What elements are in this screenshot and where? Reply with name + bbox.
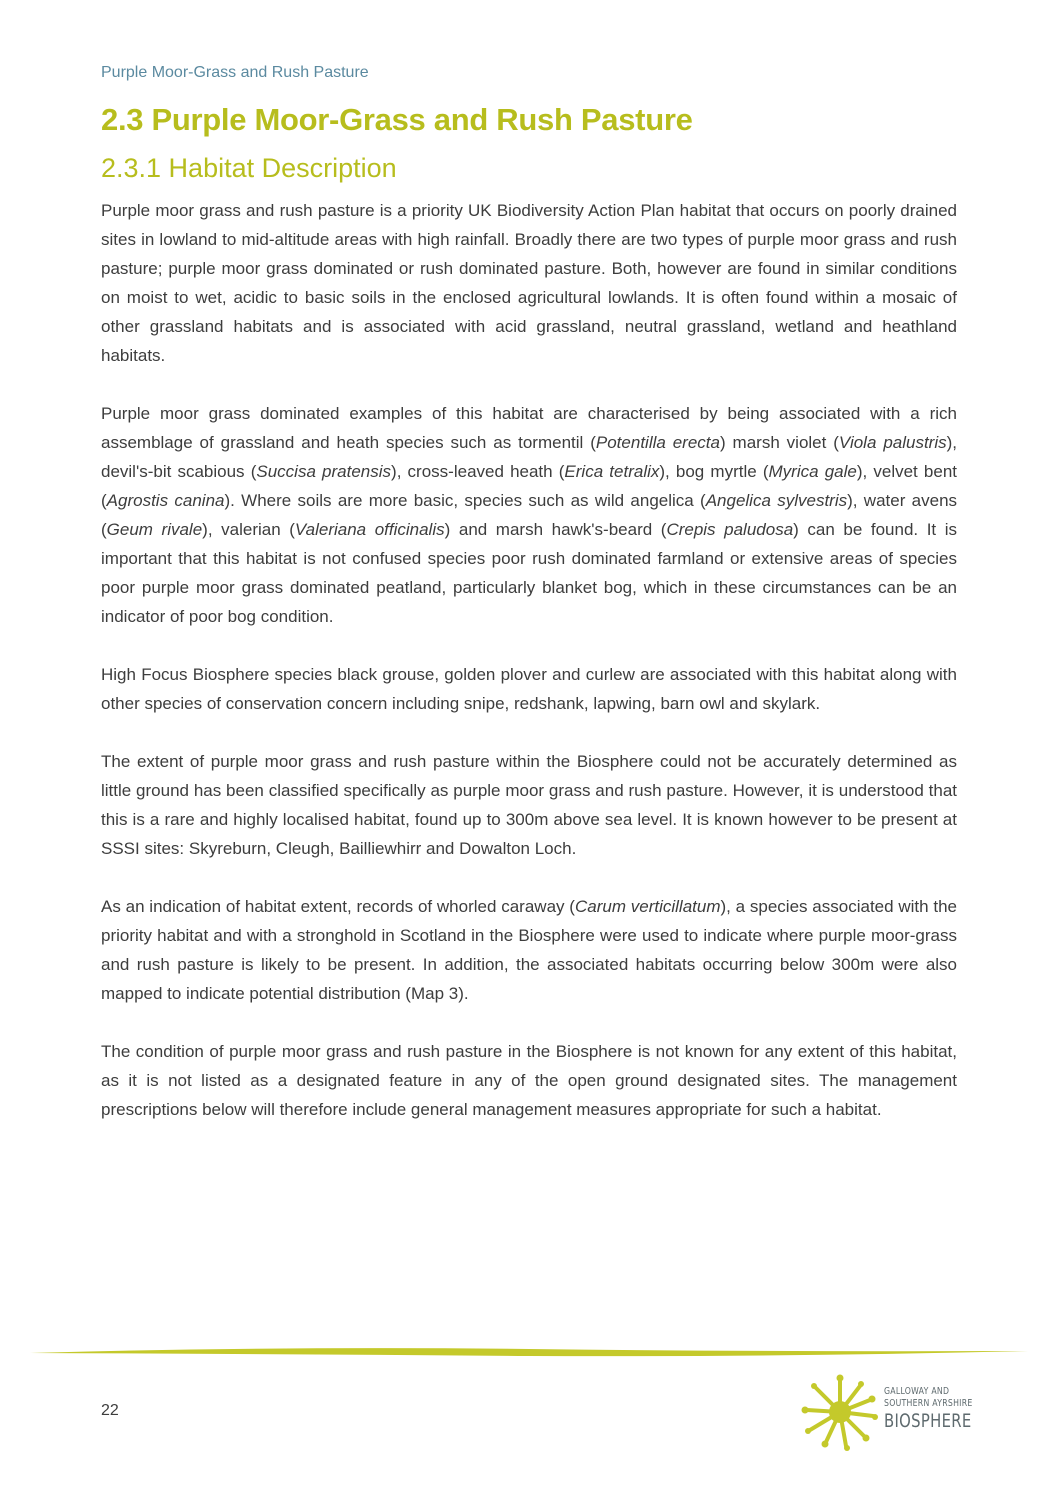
biosphere-sun-icon (800, 1372, 880, 1452)
paragraph-extent: The extent of purple moor grass and rush pasture within the Biosphere could not be accurately determined as little ground has been classified specifically as purple moor grass and rush pasture. However, it is understood that this is a rare and highly localised habitat, found up to 300m above sea level. It is known however to be present at SSSI sites: Skyreburn, Cleugh, Bailliewhirr and Dowalton Loch. (101, 752, 957, 858)
paragraph-species: Purple moor grass dominated examples of this habitat are characterised by being associated with a rich assemblage of grassland and heath species such as tormentil (Potentilla erecta) marsh violet (Viola palustris), devil's-bit scabious (Succisa pratensis), cross-leaved heath (Erica tetralix), bog myrtle (Myrica gale), velvet bent (Agrostis canina). Where soils are more basic, species such as wild angelica (Angelica sylvestris), water avens (Geum rivale), valerian (Valeriana officinalis) and marsh hawk's-beard (Crepis paludosa) can be found. It is important that this habitat is not confused species poor rush dominated farmland or extensive areas of species poor purple moor grass dominated peatland, particularly blanket bog, which in these circumstances can be an indicator of poor bog condition. (101, 404, 958, 626)
species-name: Valeriana officinalis (294, 520, 445, 539)
species-name: Angelica sylvestris (705, 491, 848, 510)
section-title: 2.3 Purple Moor-Grass and Rush Pasture (101, 102, 693, 137)
paragraph-intro: Purple moor grass and rush pasture is a priority UK Biodiversity Action Plan habitat that occurs on poorly drained sites in lowland to mid-altitude areas with high rainfall. Broadly there are two types of purple moor grass and rush pasture; purple moor grass dominated or rush dominated pasture. Both, however are found in similar conditions on moist to wet, acidic to basic soils in the enclosed agricultural lowlands. It is often found within a mosaic of other grassland habitats and is associated with acid grassland, neutral grassland, wetland and heathland habitats. (101, 201, 957, 365)
species-name: Succisa pratensis (256, 462, 392, 481)
paragraph-caraway: As an indication of habitat extent, records of whorled caraway (Carum verticillatum), a species associated with the priority habitat and with a stronghold in Scotland in the Biosphere were used to indicate where purple moor-grass and rush pasture is likely to be present. In addition, the associated habitats occurring below 300m were also mapped to indicate potential distribution (Map 3). (101, 897, 958, 1003)
species-name: Crepis paludosa (666, 520, 794, 539)
species-name: Potentilla erecta (595, 433, 720, 452)
logo-wordmark (884, 1386, 996, 1432)
footer-divider (28, 1340, 1030, 1364)
page-number: 22 (101, 1402, 119, 1419)
logo-line-1: GALLOWAY AND (884, 1386, 950, 1397)
species-name: Erica tetralix (564, 462, 660, 481)
body-text (101, 196, 957, 1124)
logo-line-2: SOUTHERN AYRSHIRE (884, 1398, 973, 1409)
species-name: Geum rivale (106, 520, 203, 539)
paragraph-bird-species: High Focus Biosphere species black grouse, golden plover and curlew are associated with this habitat along with other species of conservation concern including snipe, redshank, lapwing, barn owl and skylark. (101, 665, 957, 713)
paragraph-condition: The condition of purple moor grass and rush pasture in the Biosphere is not known for any extent of this habitat, as it is not listed as a designated feature in any of the open ground designated sites. The management prescriptions below will therefore include general management measures appropriate for such a habitat. (101, 1042, 957, 1119)
species-name: Carum verticillatum (574, 897, 721, 916)
species-name: Myrica gale (768, 462, 857, 481)
running-header: Purple Moor-Grass and Rush Pasture (101, 64, 369, 81)
species-name: Agrostis canina (106, 491, 225, 510)
biosphere-logo (800, 1372, 973, 1452)
species-name: Viola palustris (838, 433, 947, 452)
subsection-title: 2.3.1 Habitat Description (101, 153, 397, 183)
logo-line-3: BIOSPHERE (884, 1410, 972, 1432)
